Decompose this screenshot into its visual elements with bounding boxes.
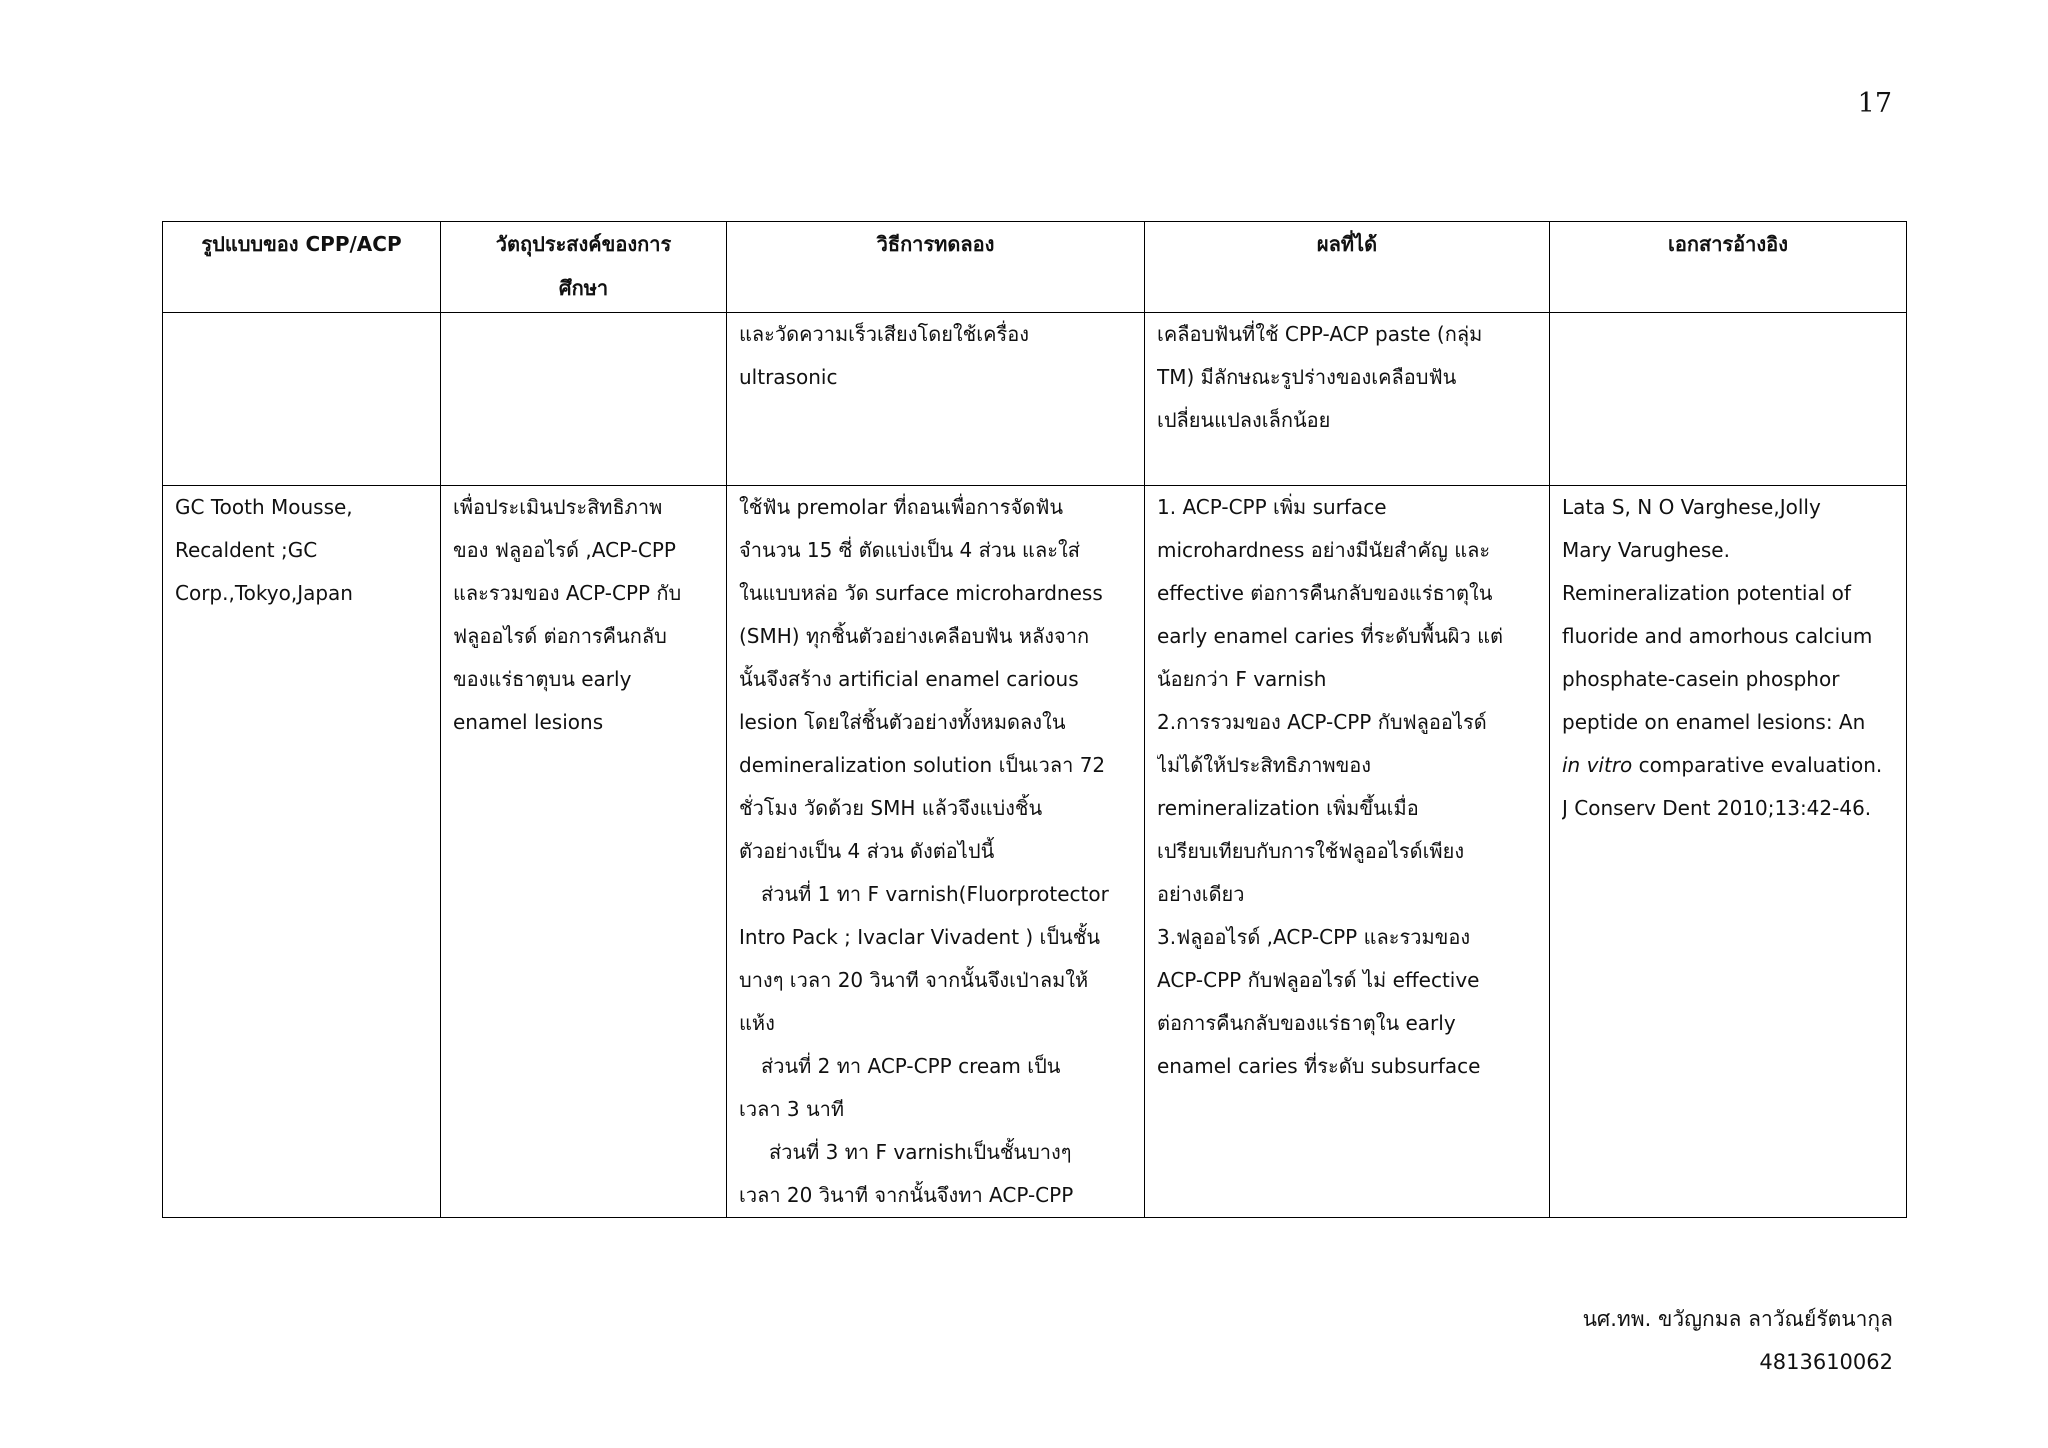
text-line: J Conserv Dent 2010;13:42-46. bbox=[1562, 796, 1872, 820]
text-line: Intro Pack ; Ivaclar Vivadent ) เป็นชั้น bbox=[739, 925, 1100, 949]
table-row bbox=[163, 313, 1907, 486]
text-line: เวลา 20 วินาที จากนั้นจึงทา ACP-CPP bbox=[739, 1183, 1074, 1207]
text-line: peptide on enamel lesions: An bbox=[1562, 710, 1866, 734]
table-row bbox=[163, 486, 1907, 1218]
cell-cpp-acp-form bbox=[163, 313, 441, 486]
text-line: Mary Varughese. bbox=[1562, 538, 1730, 562]
text-line: ไม่ได้ให้ประสิทธิภาพของ bbox=[1157, 753, 1372, 777]
header-objective-text: วัตถุประสงค์ของการศึกษา bbox=[495, 232, 672, 300]
text-line: ชั่วโมง วัดด้วย SMH แล้วจึงแบ่งชิ้น bbox=[739, 796, 1043, 820]
cell-references bbox=[1550, 486, 1907, 1218]
text-line: Corp.,Tokyo,Japan bbox=[175, 581, 353, 605]
text-line: fluoride and amorhous calcium bbox=[1562, 624, 1873, 648]
text-line: จำนวน 15 ซี่ ตัดแบ่งเป็น 4 ส่วน และใส่ bbox=[739, 538, 1080, 562]
text-line: Lata S, N O Varghese,Jolly bbox=[1562, 495, 1821, 519]
text-line: effective ต่อการคืนกลับของแร่ธาตุใน bbox=[1157, 581, 1493, 605]
text-line: แห้ง bbox=[739, 1011, 775, 1035]
page-number: 17 bbox=[1857, 88, 1892, 119]
cell-results bbox=[1145, 486, 1550, 1218]
text-line: ส่วนที่ 2 ทา ACP-CPP cream เป็น bbox=[761, 1054, 1061, 1078]
cell-study-objective bbox=[441, 313, 727, 486]
text-line bbox=[1562, 744, 1894, 787]
text-line: น้อยกว่า F varnish bbox=[1157, 667, 1327, 691]
cell-method bbox=[727, 313, 1145, 486]
text-line: Recaldent ;GC bbox=[175, 538, 318, 562]
text-line: ของแร่ธาตุบน early bbox=[453, 667, 632, 691]
text-line: ฟลูออไรด์ ต่อการคืนกลับ bbox=[453, 624, 667, 648]
text-line: phosphate-casein phosphor bbox=[1562, 667, 1840, 691]
text-line: microhardness อย่างมีนัยสำคัญ และ bbox=[1157, 538, 1491, 562]
text-line: ส่วนที่ 3 ทา F varnishเป็นชั้นบางๆ bbox=[769, 1140, 1072, 1164]
cell-study-objective bbox=[441, 486, 727, 1218]
italic-in-vitro: in vitro bbox=[1562, 753, 1633, 777]
text-line: lesion โดยใส่ชิ้นตัวอย่างทั้งหมดลงใน bbox=[739, 710, 1066, 734]
text-fragment: comparative evaluation. bbox=[1632, 753, 1883, 777]
header-study-objective bbox=[441, 222, 727, 313]
text-line: (SMH) ทุกชิ้นตัวอย่างเคลือบฟัน หลังจาก bbox=[739, 624, 1090, 648]
text-line: GC Tooth Mousse, bbox=[175, 495, 353, 519]
text-line: TM) มีลักษณะรูปร่างของเคลือบฟัน bbox=[1157, 365, 1457, 389]
author-signature-block bbox=[1583, 1298, 1893, 1384]
cell-references bbox=[1550, 313, 1907, 486]
header-cpp-acp-form: รูปแบบของ CPP/ACP bbox=[163, 222, 441, 313]
text-line: และรวมของ ACP-CPP กับ bbox=[453, 581, 682, 605]
text-line: Remineralization potential of bbox=[1562, 581, 1851, 605]
text-line: early enamel caries ที่ระดับพื้นผิว แต่ bbox=[1157, 624, 1503, 648]
text-line: remineralization เพิ่มขึ้นเมื่อ bbox=[1157, 796, 1419, 820]
header-method: วิธีการทดลอง bbox=[727, 222, 1145, 313]
text-line: enamel lesions bbox=[453, 710, 604, 734]
text-line: เคลือบฟันที่ใช้ CPP-ACP paste (กลุ่ม bbox=[1157, 322, 1483, 346]
table-header-row bbox=[163, 222, 1907, 313]
text-line: 3.ฟลูออไรด์ ,ACP-CPP และรวมของ bbox=[1157, 925, 1471, 949]
text-line: enamel caries ที่ระดับ subsurface bbox=[1157, 1054, 1481, 1078]
text-line: 2.การรวมของ ACP-CPP กับฟลูออไรด์ bbox=[1157, 710, 1487, 734]
text-line: ส่วนที่ 1 ทา F varnish(Fluorprotector bbox=[761, 882, 1109, 906]
text-line: นั้นจึงสร้าง artificial enamel carious bbox=[739, 667, 1079, 691]
text-line: ตัวอย่างเป็น 4 ส่วน ดังต่อไปนี้ bbox=[739, 839, 995, 863]
student-id: 4813610062 bbox=[1759, 1350, 1893, 1374]
text-line: เปลี่ยนแปลงเล็กน้อย bbox=[1157, 408, 1331, 432]
text-line: ACP-CPP กับฟลูออไรด์ ไม่ effective bbox=[1157, 968, 1480, 992]
text-line: ในแบบหล่อ วัด surface microhardness bbox=[739, 581, 1103, 605]
text-line: 1. ACP-CPP เพิ่ม surface bbox=[1157, 495, 1387, 519]
text-line: ของ ฟลูออไรด์ ,ACP-CPP bbox=[453, 538, 676, 562]
text-line: เวลา 3 นาที bbox=[739, 1097, 845, 1121]
text-line: อย่างเดียว bbox=[1157, 882, 1245, 906]
text-line: ใช้ฟัน premolar ที่ถอนเพื่อการจัดฟัน bbox=[739, 495, 1064, 519]
text-line: ultrasonic bbox=[739, 365, 838, 389]
cell-cpp-acp-form bbox=[163, 486, 441, 1218]
literature-review-table bbox=[162, 221, 1907, 1218]
author-name: นศ.ทพ. ขวัญกมล ลาวัณย์รัตนากุล bbox=[1582, 1307, 1893, 1331]
text-line: และวัดความเร็วเสียงโดยใช้เครื่อง bbox=[739, 322, 1029, 346]
text-line: เพื่อประเมินประสิทธิภาพ bbox=[453, 495, 663, 519]
cell-results bbox=[1145, 313, 1550, 486]
text-line: บางๆ เวลา 20 วินาที จากนั้นจึงเป่าลมให้ bbox=[739, 968, 1089, 992]
text-line: ต่อการคืนกลับของแร่ธาตุใน early bbox=[1157, 1011, 1456, 1035]
header-results: ผลที่ได้ bbox=[1145, 222, 1550, 313]
cell-method bbox=[727, 486, 1145, 1218]
header-references: เอกสารอ้างอิง bbox=[1550, 222, 1907, 313]
text-line: เปรียบเทียบกับการใช้ฟลูออไรด์เพียง bbox=[1157, 839, 1465, 863]
text-line: demineralization solution เป็นเวลา 72 bbox=[739, 753, 1106, 777]
